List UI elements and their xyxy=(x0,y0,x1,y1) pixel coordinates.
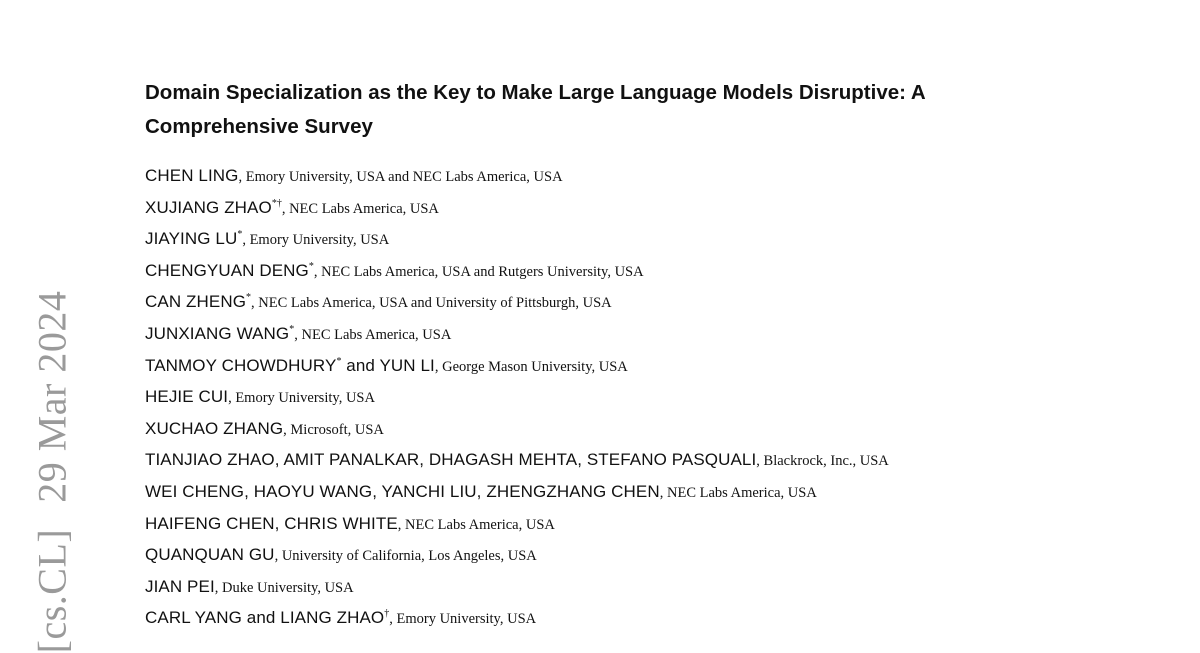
author-line xyxy=(145,318,1185,350)
author-name: TANMOY CHOWDHURY xyxy=(145,355,337,375)
author-line xyxy=(145,602,1185,634)
author-affiliation: University of California, Los Angeles, USA xyxy=(281,548,537,565)
author-name: CHENGYUAN DENG xyxy=(145,260,309,280)
author-line xyxy=(145,160,1185,192)
author-name: TIANJIAO ZHAO, AMIT PANALKAR, DHAGASH MEHTA, STEFANO PASQUALI xyxy=(145,450,757,470)
author-line xyxy=(145,381,1185,413)
author-separator: , xyxy=(389,611,397,628)
author-separator: , xyxy=(214,579,223,596)
author-affiliation: Duke University, USA xyxy=(222,579,354,596)
author-separator: , xyxy=(434,358,443,375)
author-line xyxy=(145,476,1185,508)
author-name: WEI CHENG, HAOYU WANG, YANCHI LIU, ZHENGZHANG CHEN xyxy=(145,481,660,501)
author-separator: , xyxy=(281,200,290,217)
author-separator: , xyxy=(251,295,259,312)
author-extra: and YUN LI xyxy=(341,355,435,375)
author-name: JIAYING LU xyxy=(145,229,238,249)
author-name: QUANQUAN GU xyxy=(145,545,275,565)
arxiv-date: 29 Mar 2024 xyxy=(29,290,75,503)
author-mark: * xyxy=(237,229,243,241)
arxiv-category: [cs.CL] xyxy=(29,528,75,653)
author-affiliation: NEC Labs America, USA and University of Pittsburgh, USA xyxy=(258,295,612,312)
author-line xyxy=(145,508,1185,540)
author-line xyxy=(145,255,1185,287)
author-separator: , xyxy=(274,548,282,565)
author-name: JUNXIANG WANG xyxy=(145,323,290,343)
author-separator: , xyxy=(397,516,406,533)
author-line xyxy=(145,539,1185,571)
author-affiliation: Microsoft, USA xyxy=(290,421,384,438)
author-separator: , xyxy=(294,326,302,343)
author-affiliation: Emory University, USA xyxy=(396,611,537,628)
author-name: CHEN LING xyxy=(145,166,239,185)
author-separator: , xyxy=(313,263,322,280)
author-name: HEJIE CUI xyxy=(145,387,229,407)
author-separator: , xyxy=(283,421,291,438)
author-affiliation: NEC Labs America, USA xyxy=(666,484,817,501)
author-line xyxy=(145,192,1185,224)
author-line xyxy=(145,286,1185,318)
author-name: XUCHAO ZHANG xyxy=(145,418,284,438)
author-line xyxy=(145,223,1185,255)
author-list xyxy=(145,160,1185,634)
author-name: JIAN PEI xyxy=(145,576,215,596)
arxiv-sidebar-stamp xyxy=(29,291,76,653)
author-line xyxy=(145,444,1185,476)
author-affiliation: NEC Labs America, USA and Rutgers University, USA xyxy=(321,263,644,280)
author-line xyxy=(145,350,1185,382)
author-line xyxy=(145,413,1185,445)
author-mark: * xyxy=(246,292,252,304)
author-separator: , xyxy=(659,484,667,501)
author-separator: , xyxy=(756,453,764,470)
author-mark: *† xyxy=(271,197,282,209)
author-affiliation: NEC Labs America, USA xyxy=(289,200,439,217)
author-separator: , xyxy=(238,169,246,185)
author-affiliation: Emory University, USA xyxy=(235,390,375,407)
author-mark: † xyxy=(384,608,390,620)
author-name: XUJIANG ZHAO xyxy=(145,197,272,217)
author-name: CAN ZHENG xyxy=(145,292,247,312)
author-affiliation: George Mason University, USA xyxy=(442,358,628,375)
author-name: HAIFENG CHEN, CHRIS WHITE xyxy=(145,513,398,533)
author-mark: * xyxy=(336,355,342,367)
author-mark: * xyxy=(308,260,314,272)
author-affiliation: NEC Labs America, USA xyxy=(301,326,452,343)
author-affiliation: Emory University, USA and NEC Labs America, USA xyxy=(245,169,563,185)
author-separator: , xyxy=(242,232,250,249)
paper-title: Domain Specialization as the Key to Make Large Language Models Disruptive: A Comprehensive Survey xyxy=(145,81,925,138)
author-affiliation: NEC Labs America, USA xyxy=(405,516,555,533)
author-affiliation: Emory University, USA xyxy=(249,232,390,249)
author-name: CARL YANG and LIANG ZHAO xyxy=(145,608,385,628)
author-line xyxy=(145,571,1185,603)
author-mark: * xyxy=(289,323,295,335)
author-affiliation: Blackrock, Inc., USA xyxy=(763,453,889,470)
author-separator: , xyxy=(228,390,236,407)
